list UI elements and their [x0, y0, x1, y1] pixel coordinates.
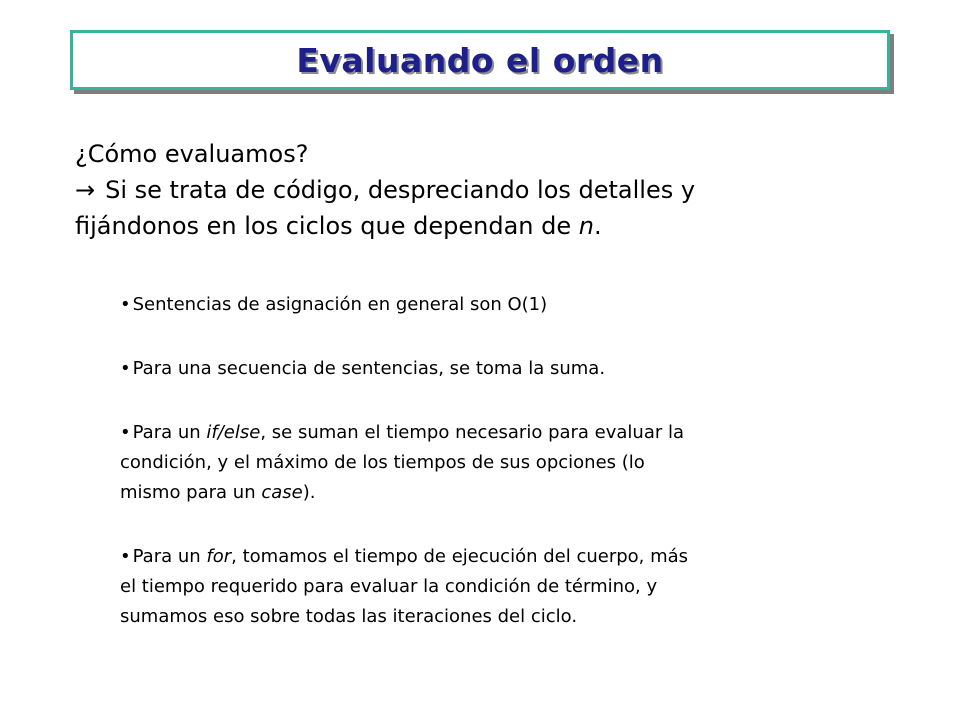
bullet-dot-icon: • [120, 294, 131, 315]
slide-title: Evaluando el orden [296, 40, 664, 80]
bullet-line [120, 478, 900, 508]
intro-block [75, 136, 895, 244]
title-box [70, 30, 890, 90]
bullet-keyword-if-else: if/else [206, 422, 261, 443]
right-arrow-icon: → [75, 176, 96, 204]
bullet-item-assignment [120, 290, 900, 320]
bullet-text: Sentencias de asignación en general son O(1) [132, 294, 548, 315]
bullet-text: , se suman el tiempo necesario para evaluar la [260, 422, 685, 443]
bullet-text: ). [302, 482, 316, 503]
bullet-text: condición, y el máximo de los tiempos de sus opciones (lo [120, 452, 645, 473]
intro-answer-line-1 [75, 172, 895, 208]
bullet-text: Para una secuencia de sentencias, se toma la suma. [132, 358, 606, 379]
intro-variable-n: n [578, 212, 594, 240]
bullet-line [120, 542, 900, 572]
bullet-item-for [120, 542, 900, 632]
bullet-text: Para un [132, 546, 207, 567]
bullet-dot-icon: • [120, 422, 131, 443]
bullet-line [120, 354, 900, 384]
bullet-text: el tiempo requerido para evaluar la condición de término, y [120, 576, 658, 597]
bullet-text: mismo para un [120, 482, 262, 503]
intro-answer-period: . [593, 212, 602, 240]
bullet-text: Para un [132, 422, 207, 443]
intro-question: ¿Cómo evaluamos? [75, 140, 309, 168]
bullet-item-sequence [120, 354, 900, 384]
bullet-text: , tomamos el tiempo de ejecución del cuerpo, más [231, 546, 689, 567]
bullet-line [120, 418, 900, 448]
bullet-line [120, 290, 900, 320]
bullet-keyword-for: for [206, 546, 232, 567]
intro-answer-line-2 [75, 208, 895, 244]
intro-answer-text-1: Si se trata de código, despreciando los detalles y [105, 176, 696, 204]
bullet-item-if-else [120, 418, 900, 508]
bullet-dot-icon: • [120, 546, 131, 567]
bullet-text: sumamos eso sobre todas las iteraciones del ciclo. [120, 606, 578, 627]
bullet-list [120, 290, 900, 666]
bullet-keyword-case: case [261, 482, 303, 503]
bullet-dot-icon: • [120, 358, 131, 379]
intro-answer-text-2: fijándonos en los ciclos que dependan de [75, 212, 579, 240]
